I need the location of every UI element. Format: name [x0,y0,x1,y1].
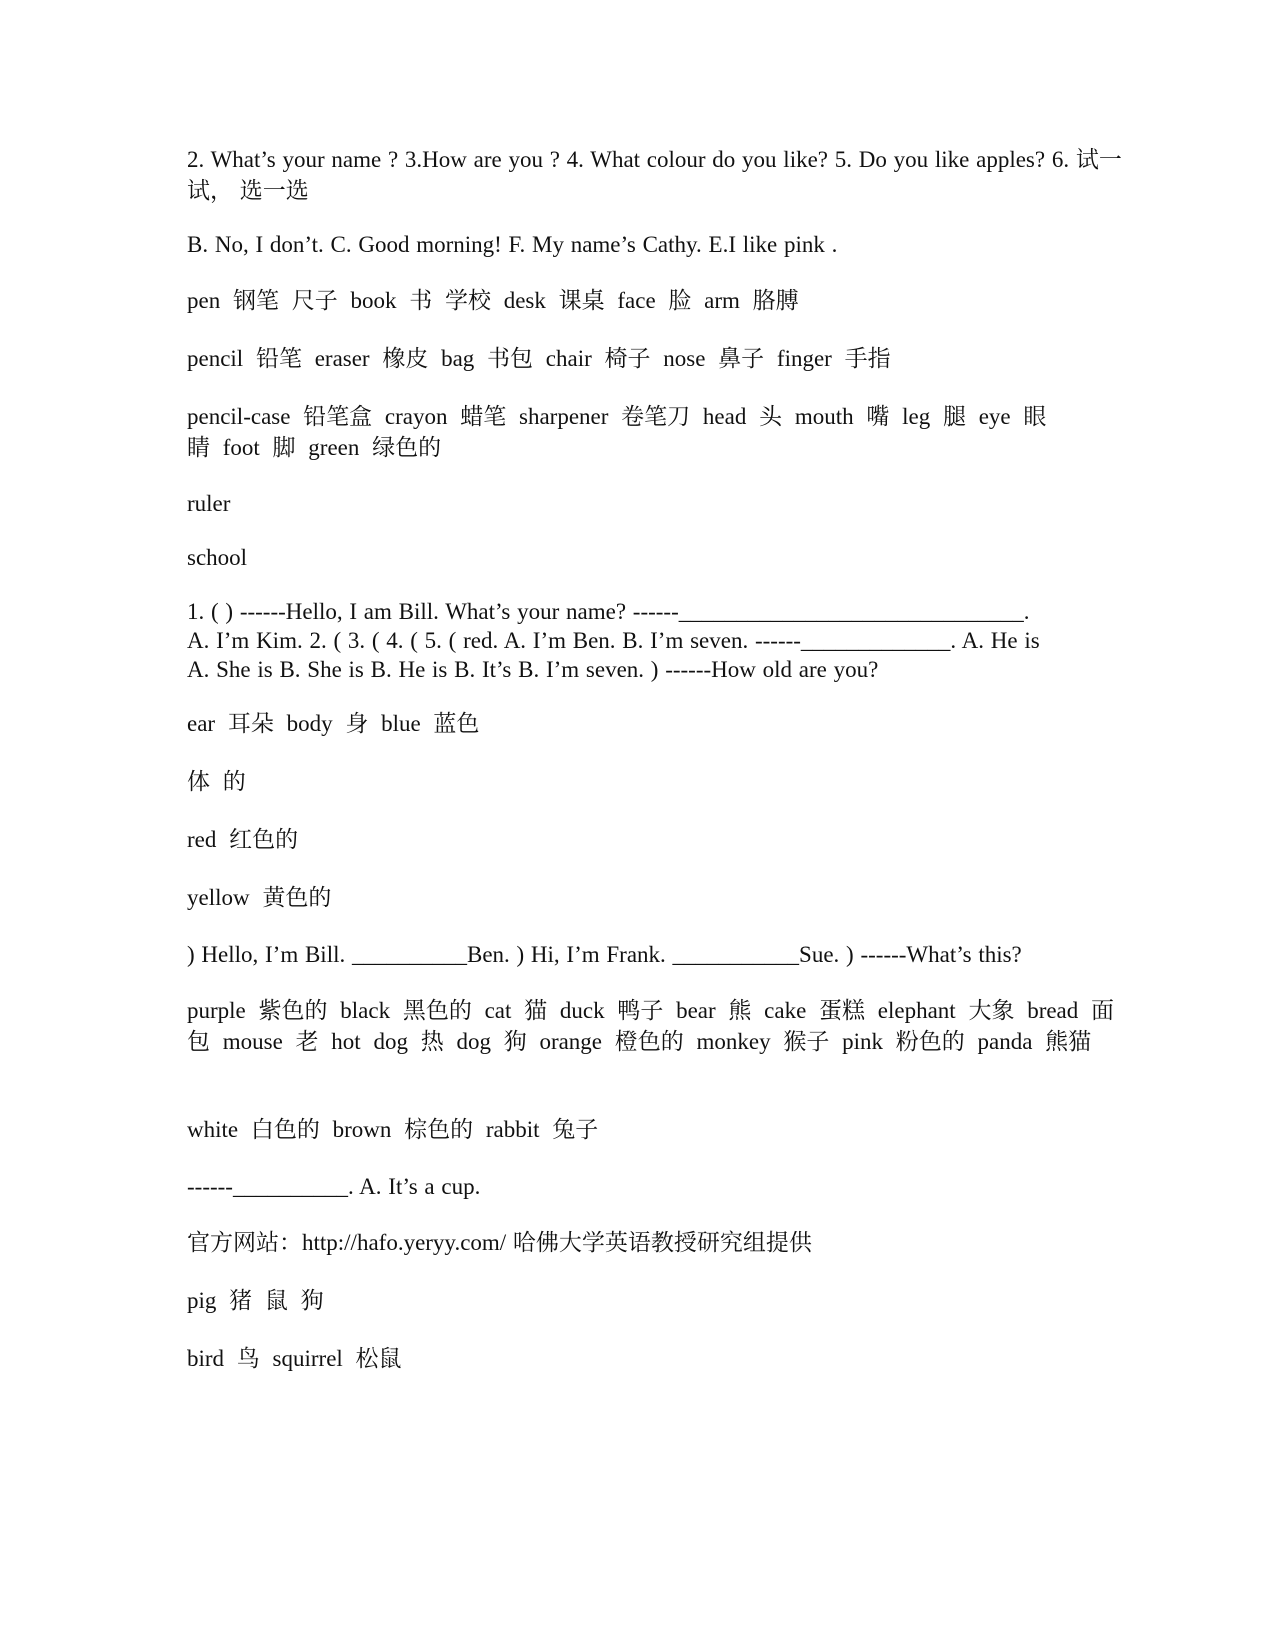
paragraph-exercise-1: 1. ( ) ------Hello, I am Bill. What’s your name? ------______________________________. A. I’m Kim. 2. ( 3. ( 4. ( 5. ( red. A. I’m Ben. B. I’m seven. ------_____________. A. He is A. She is B. She is B. He is B. It’s B. I’m seven. ) ------How old are you? [187,599,1040,682]
paragraph-fragment: 体 的 [187,769,246,794]
paragraph-vocab-animals: purple 紫色的 black 黑色的 cat 猫 duck 鸭子 bear 熊 cake 蛋糕 elephant 大象 bread 面包 mouse 老 hot dog 热 dog 狗 orange 橙色的 monkey 猴子 pink 粉色的 panda 熊猫 [187,998,1115,1054]
paragraph-yellow: yellow 黄色的 [187,885,332,910]
paragraph-bird: bird 鸟 squirrel 松鼠 [187,1346,402,1371]
paragraph-school: school [187,545,248,570]
paragraph-pig: pig 猪 鼠 狗 [187,1288,324,1313]
paragraph-vocab-white: white 白色的 brown 棕色的 rabbit 兔子 [187,1117,599,1142]
paragraph-website: 官方网站：http://hafo.yeryy.com/ 哈佛大学英语教授研究组提供 [187,1230,812,1255]
paragraph-vocab-pencil: pencil 铅笔 eraser 橡皮 bag 书包 chair 椅子 nose 鼻子 finger 手指 [187,346,891,371]
paragraph-questions: 2. What’s your name ? 3.How are you ? 4. What colour do you like? 5. Do you like apples? 6. 试一试， 选一选 [187,147,1122,203]
paragraph-exercise-3: ------__________. A. It’s a cup. [187,1174,481,1199]
paragraph-vocab-stationery: pen 钢笔 尺子 book 书 学校 desk 课桌 face 脸 arm 胳膊 [187,288,799,313]
paragraph-answers: B. No, I don’t. C. Good morning! F. My name’s Cathy. E.I like pink . [187,232,838,257]
paragraph-ruler: ruler [187,491,231,516]
paragraph-red: red 红色的 [187,827,299,852]
paragraph-vocab-body: pencil-case 铅笔盒 crayon 蜡笔 sharpener 卷笔刀 head 头 mouth 嘴 leg 腿 eye 眼睛 foot 脚 green 绿色的 [187,404,1047,460]
paragraph-exercise-2: ) Hello, I’m Bill. __________Ben. ) Hi, I’m Frank. ___________Sue. ) ------What’s this? [187,942,1022,967]
paragraph-vocab-ear: ear 耳朵 body 身 blue 蓝色 [187,711,480,736]
